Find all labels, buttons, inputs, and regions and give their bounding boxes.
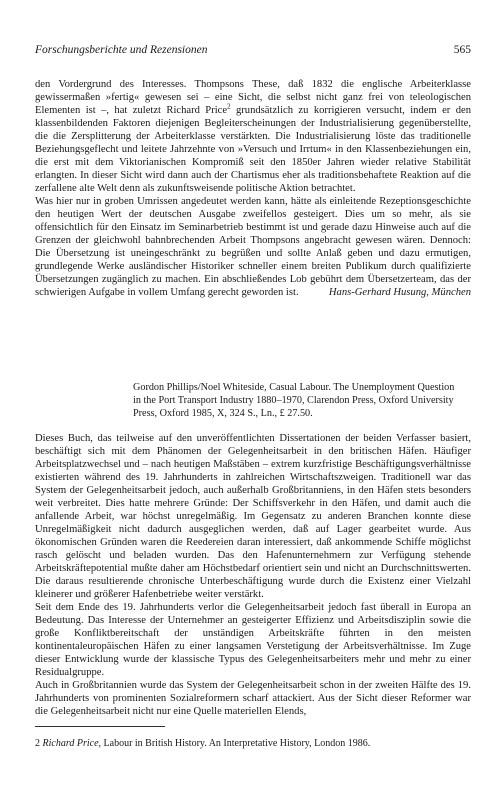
review-body <box>35 432 471 718</box>
footnote-divider <box>35 726 165 727</box>
review-continuation <box>35 78 471 299</box>
review2-paragraph-2: Seit dem Ende des 19. Jahrhunderts verlor die Gelegenheitsarbeit jedoch fast überall in Europa an Bedeutung. Das Interesse der Unternehmer an gesteigerter Effizienz und Arbeitsdisziplin sowie die große Konfliktbereitschaft der unständigen Arbeitskräfte führten in den meisten kontinentaleuropäischen Häfen zu einer langsamen Verstetigung der Arbeitsverhältnisse. Im Zuge dieser Entwicklung wurde der klassische Typus des Gelegenheitsarbeiters mehr und mehr zu einer Residualgruppe. <box>35 602 471 678</box>
review1-paragraph-1-rest: grundsätzlich zu korrigieren versucht, indem er den klassenbildenden Faktoren diejenigen Begleiterscheinungen der Industrialisierung gegenüberstellte, die die Zersplitterung der Arbeiterklasse verstärkten. Die Industrialisierung löste das traditionelle Beziehungsgeflecht und leitete Jahrzehnte von »Versuch und Irrtum« in den Klassenbeziehungen ein, die erst mit dem Viktorianischen Kompromiß seit den 1850er Jahren wieder relative Stabilität erlangten. In dieser Sicht wird dann auch der Chartismus eher als traditionsbehaftete Reaktion auf die zerfallene alte Welt denn als zukunftsweisende politische Aktion betrachtet. <box>35 105 471 194</box>
footnote-number: 2 <box>35 738 40 749</box>
footnote-text: , Labour in British History. An Interpretative History, London 1986. <box>98 738 371 749</box>
book-reference: Gordon Phillips/Noel Whiteside, Casual Labour. The Unemployment Question in the Port Transport Industry 1880–1970, Clarendon Press, Oxford University Press, Oxford 1985, X, 324 S., Ln., £ 27.50. <box>133 382 455 420</box>
review1-paragraph-2 <box>35 195 471 299</box>
page-header <box>35 44 471 60</box>
running-title: Forschungsberichte und Rezensionen <box>35 44 208 56</box>
review1-paragraph-1-text: den Vordergrund des Interesses. Thompsons These, daß 1832 die englische Arbeiterklasse gewissermaßen »fertig« gewesen sei – eine Sicht, die selbst nicht ganz frei von teleologischen Elementen ist –, hat zuletzt Richard Price <box>35 79 471 116</box>
footnote-author: Richard Price <box>42 738 99 749</box>
review1-paragraph-2-text: Was hier nur in groben Umrissen angedeutet werden kann, hätte als einleitende Rezeptionsgeschichte den heutigen Wert der deutschen Ausgabe zweifellos gesteigert. Dies um so mehr, als sie offensichtlich für den Einsatz im Seminarbetrieb bestimmt ist und gerade dazu Hinweise auch auf die Grenzen der gleichwohl bahnbrechenden Arbeit Thompsons angebracht gewesen wären. Dennoch: Die Übersetzung ist uneingeschränkt zu begrüßen und sollte Anlaß geben und dazu ermutigen, grundlegende Werke ausländischer Historiker schneller einem breiten Publikum durch qualifizierte Übersetzungen zugänglich zu machen. Ein abschließendes Lob gebührt dem Übersetzerteam, das der schwierigen Aufgabe in vollem Umfang gerecht geworden ist. <box>35 196 471 298</box>
review2-paragraph-3: Auch in Großbritannien wurde das System der Gelegenheitsarbeit schon in der zweiten Hälfte des 19. Jahrhunderts von prominenten Sozialreformern scharf attackiert. Aus der Sicht dieser Reformer war die Gelegenheitsarbeit nicht nur eine Quelle materiellen Elends, <box>35 680 471 717</box>
page-number: 565 <box>453 44 471 56</box>
footnote <box>35 738 471 750</box>
footnote-marker: 2 <box>227 102 231 111</box>
review2-paragraph-1: Dieses Buch, das teilweise auf den unveröffentlichten Dissertationen der beiden Verfasser basiert, beschäftigt sich mit dem Phänomen der Gelegenheitsarbeit in den britischen Häfen. Häufiger Arbeitsplatzwechsel und – nach heutigen Maßstäben – extrem kurzfristige Beschäftigungsverhältnisse existierten während des 19. Jahrhunderts in zahlreichen Wirtschaftszweigen. Traditionell war das System der Gelegenheitsarbeit jedoch, auch außerhalb Großbritanniens, in den Häfen stets besonders weit verbreitet. Dies hatte mehrere Gründe: Der Schiffsverkehr in den Häfen, und damit auch die anfallende Arbeit, war höchst unregelmäßig. Im Gegensatz zu anderen Branchen konnte diese Unregelmäßigkeit nicht dadurch ausgeglichen werden, daß auf Lager gearbeitet wurde. Aus ökonomischen Gründen waren die Reedereien daran interessiert, daß ankommende Schiffe möglichst rasch gelöscht und beladen wurden. Das den Hafenunternehmern zur Verfügung stehende Arbeitskräftepotential mußte daher am Höchstbedarf orientiert sein und nicht an Durchschnittswerten. Die daraus resultierende chronische Unterbeschäftigung wurde durch die Existenz einer Vielzahl kleinerer und größerer Hafenbetriebe weiter verstärkt. <box>35 433 471 600</box>
reviewer-signature: Hans-Gerhard Husung, München <box>328 287 471 298</box>
review1-paragraph-1 <box>35 78 471 195</box>
